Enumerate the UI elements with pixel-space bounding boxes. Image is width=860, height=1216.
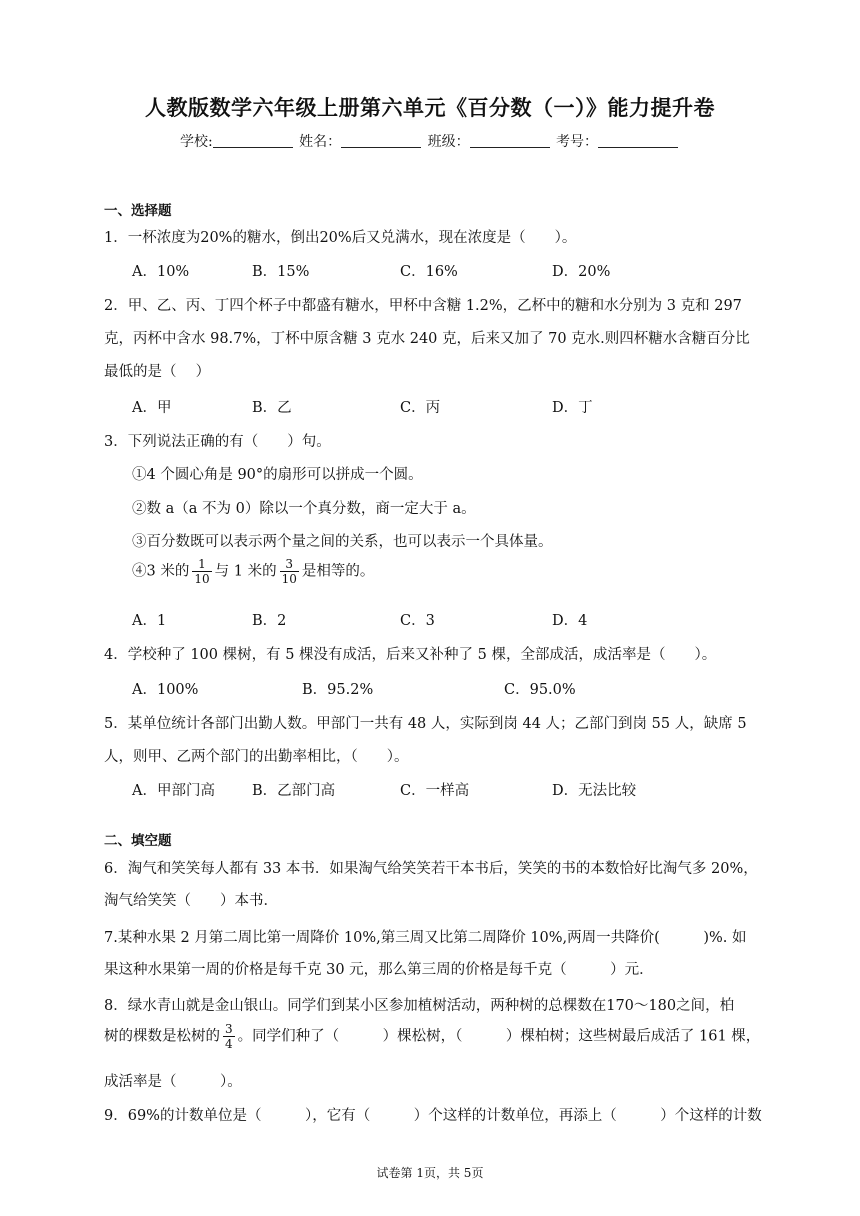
name-label: 姓名： [299,134,342,150]
fraction-three-quarters [223,1022,235,1051]
q3-statement-1: ①4 个圆心角是 90°的扇形可以拼成一个圆。 [132,467,423,483]
q4-option-a[interactable]: A．100% [132,682,199,698]
name-blank[interactable] [341,133,421,148]
q2-option-a[interactable]: A．甲 [132,400,172,416]
q3-statement-2: ②数 a（a 不为 0）除以一个真分数，商一定大于 a。 [132,501,476,517]
section-heading-fill: 二、填空题 [104,833,172,849]
q8-text-2: 。同学们种了（ ）棵松树，（ ）棵柏树；这些树最后成活了 161 棵， [237,1028,761,1045]
fraction-one-tenth [192,557,211,586]
question-2-line-1: 2．甲、乙、丙、丁四个杯子中都盛有糖水，甲杯中含糖 1.2%，乙杯中的糖和水分别为 3 克和 297 [104,298,742,314]
q8-text-1: 树的棵数是松树的 [104,1028,220,1045]
q2-option-d[interactable]: D．丁 [552,400,593,416]
exam-number-label: 考号： [556,134,599,150]
q1-option-b[interactable]: B．15% [252,264,310,280]
q3-option-a[interactable]: A．1 [132,613,167,629]
q5-option-c[interactable]: C．一样高 [400,783,470,799]
page-footer: 试卷第 1页，共 5页 [376,1166,484,1180]
q2-option-b[interactable]: B．乙 [252,400,292,416]
q3-option-c[interactable]: C．3 [400,613,435,629]
fraction-numerator: 3 [280,557,299,572]
q3-s4-text-3: 是相等的。 [301,563,375,580]
question-8-line-1: 8．绿水青山就是金山银山。同学们到某小区参加植树活动，两种树的总棵数在170～180之间，柏 [104,998,735,1014]
question-5-line-1: 5．某单位统计各部门出勤人数。甲部门一共有 48 人，实际到岗 44 人；乙部门到岗 55 人，缺席 5 [104,716,747,732]
question-2-line-2: 克，丙杯中含水 98.7%，丁杯中原含糖 3 克水 240 克，后来又加了 70 克水.则四杯糖水含糖百分比 [104,331,750,347]
q1-option-d[interactable]: D．20% [552,264,611,280]
school-blank[interactable] [213,133,293,148]
student-info-row [0,131,860,151]
q4-option-b[interactable]: B．95.2% [302,682,374,698]
q3-statement-4 [132,557,792,586]
section-heading-choice: 一、选择题 [104,203,172,219]
question-9-line-1: 9．69%的计数单位是（ ），它有（ ）个这样的计数单位，再添上（ ）个这样的计数 [104,1108,762,1124]
fraction-denominator: 10 [281,572,297,586]
question-8-line-2 [104,1022,764,1051]
q4-option-c[interactable]: C．95.0% [504,682,576,698]
q3-option-d[interactable]: D．4 [552,613,588,629]
exam-number-field [556,131,680,151]
fraction-denominator: 10 [194,572,210,586]
q5-option-b[interactable]: B．乙部门高 [252,783,336,799]
exam-number-blank[interactable] [598,133,678,148]
fraction-numerator: 1 [192,557,211,572]
question-6-line-1: 6．淘气和笑笑每人都有 33 本书．如果淘气给笑笑若干本书后，笑笑的书的本数恰好比淘气多 20%， [104,861,758,877]
q3-statement-3: ③百分数既可以表示两个量之间的关系，也可以表示一个具体量。 [132,534,553,550]
school-label: 学校: [179,134,213,150]
class-label: 班级： [427,134,470,150]
class-blank[interactable] [470,133,550,148]
question-2-line-3: 最低的是（ ） [104,364,211,380]
fraction-denominator: 4 [225,1037,233,1051]
question-7-line-2: 果这种水果第一周的价格是每千克 30 元，那么第三周的价格是每千克（ ）元． [104,962,654,978]
question-7-line-1: 7.某种水果 2 月第二周比第一周降价 10%,第三周又比第二周降价 10%,两周一共降价( )%. 如 [104,930,747,946]
question-5-line-2: 人，则甲、乙两个部门的出勤率相比，（ ）。 [104,749,409,765]
page-title: 人教版数学六年级上册第六单元《百分数（一）》能力提升卷 [145,96,715,120]
fraction-numerator: 3 [225,1022,233,1036]
q3-option-b[interactable]: B．2 [252,613,287,629]
q1-option-a[interactable]: A．10% [132,264,190,280]
name-field [299,131,423,151]
question-8-line-3: 成活率是（ ）。 [104,1074,242,1090]
question-1-text: 1．一杯浓度为20%的糖水，倒出20%后又兑满水，现在浓度是（ ）。 [104,230,577,246]
school-field [180,131,295,151]
question-3-text: 3．下列说法正确的有（ ）句。 [104,434,331,450]
q5-option-a[interactable]: A．甲部门高 [132,783,215,799]
question-4-text: 4．学校种了 100 棵树，有 5 棵没有成活，后来又补种了 5 棵，全部成活，成活率是（ ）。 [104,647,717,663]
question-6-line-2: 淘气给笑笑（ ）本书． [104,893,278,909]
q1-option-c[interactable]: C．16% [400,264,458,280]
fraction-three-tenths [280,557,299,586]
q2-option-c[interactable]: C．丙 [400,400,441,416]
q3-s4-text-1: ④3 米的 [132,563,190,580]
q5-option-d[interactable]: D．无法比较 [552,783,637,799]
class-field [428,131,552,151]
q3-s4-text-2: 与 1 米的 [214,563,277,580]
